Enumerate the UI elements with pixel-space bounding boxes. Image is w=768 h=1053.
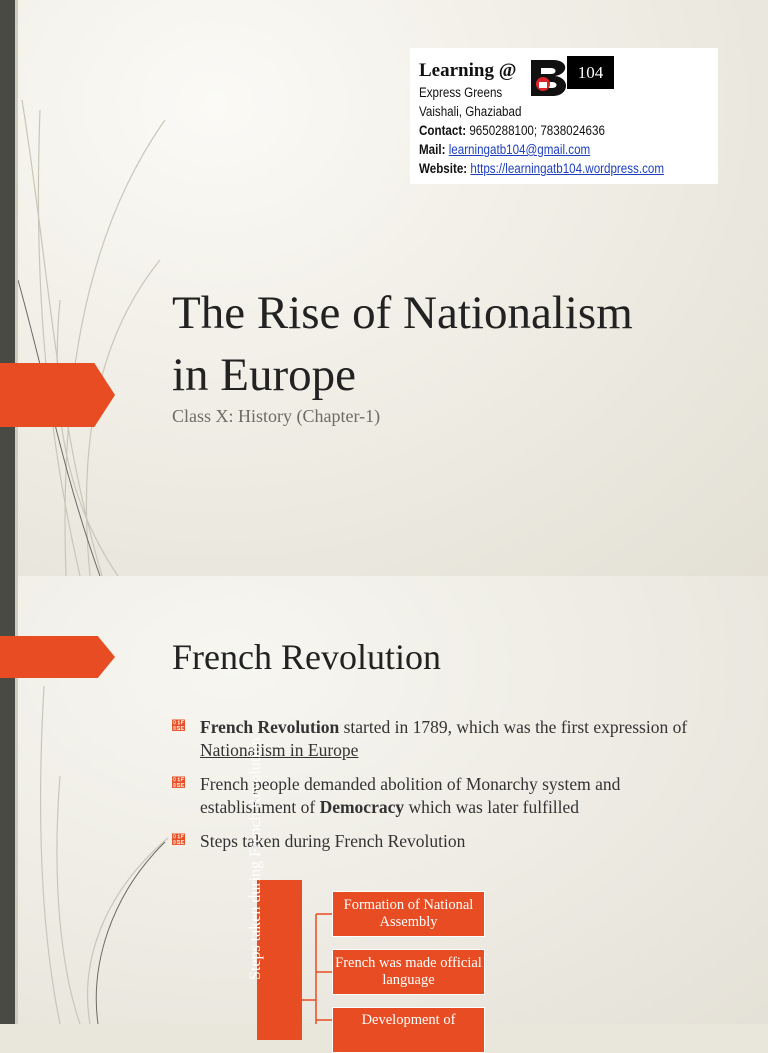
slide-french-revolution xyxy=(0,576,768,1028)
arrow-bullet-icon: 🡞 xyxy=(172,719,185,734)
diagram-node: Development of xyxy=(332,1007,485,1053)
diagram-root-label: Steps taken during French Revolution xyxy=(247,737,264,980)
title-line-2: in Europe xyxy=(172,349,357,401)
contact-line xyxy=(419,123,605,138)
website-line xyxy=(419,161,664,176)
bullet-text-end: which was later fulfilled xyxy=(404,797,580,817)
contact-card xyxy=(410,48,718,184)
address-line-1: Express Greens xyxy=(419,85,503,100)
left-sidebar-bar xyxy=(0,0,15,576)
bullet-bold: French Revolution xyxy=(200,717,340,737)
badge-number: 104 xyxy=(567,56,614,89)
title-line-1: The Rise of Nationalism xyxy=(172,287,633,339)
diagram-root-box xyxy=(247,737,302,1040)
diagram-node: French was made official language xyxy=(332,949,485,995)
bullet-underlined: Nationalism in Europe xyxy=(200,740,359,760)
bullet-bold: Democracy xyxy=(319,797,405,817)
left-sidebar-stripe xyxy=(15,0,18,576)
website-label: Website: xyxy=(419,161,468,176)
website-link[interactable]: https://learningatb104.wordpress.com xyxy=(470,161,665,176)
bullet-text: French people demanded abolition of Monarchy system and establishment of xyxy=(200,774,621,817)
slide-title: French Revolution xyxy=(172,637,441,677)
orange-arrow-tab xyxy=(0,363,115,427)
mail-line xyxy=(419,142,590,157)
card-brand: Learning @ xyxy=(419,60,517,81)
bullet-text: Steps taken during French Revolution xyxy=(200,831,466,851)
slide-subtitle: Class X: History (Chapter-1) xyxy=(172,406,381,426)
address-line-2: Vaishali, Ghaziabad xyxy=(419,104,522,119)
slide-main-title xyxy=(172,282,732,406)
diagram-node: Formation of National Assembly xyxy=(332,891,485,937)
arrow-bullet-icon: 🡞 xyxy=(172,776,185,791)
mail-link[interactable]: learningatb104@gmail.com xyxy=(448,142,591,157)
bullet-text: started in 1789, which was the first expression of xyxy=(339,717,688,737)
mail-label: Mail: xyxy=(419,142,446,157)
contact-label: Contact: xyxy=(419,123,467,138)
contact-value: 9650288100; 7838024636 xyxy=(469,123,605,138)
arrow-bullet-icon: 🡞 xyxy=(172,833,185,848)
